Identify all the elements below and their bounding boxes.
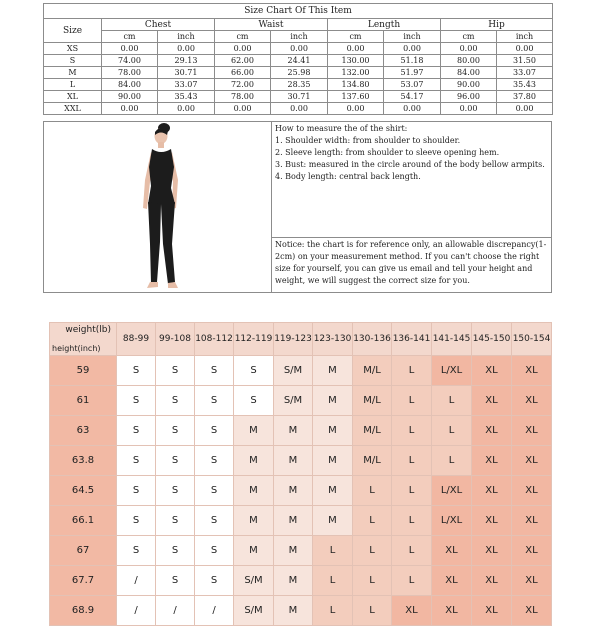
recommended-size-cell: S/M bbox=[274, 356, 313, 386]
size-value-cell: 96.00 bbox=[441, 91, 497, 103]
recommended-size-cell: M/L bbox=[353, 356, 392, 386]
height-row bbox=[50, 416, 552, 446]
recommended-size-cell: S bbox=[195, 446, 234, 476]
recommended-size-cell: L bbox=[313, 536, 353, 566]
size-value-cell: 0.00 bbox=[441, 103, 497, 115]
size-value-cell: 0.00 bbox=[102, 43, 158, 55]
model-right-leg bbox=[161, 202, 175, 284]
recommended-size-cell: XL bbox=[512, 476, 552, 506]
size-chart-table bbox=[43, 3, 553, 115]
unit-header: inch bbox=[271, 31, 328, 43]
height-row bbox=[50, 536, 552, 566]
recommended-size-cell: L bbox=[432, 446, 472, 476]
recommended-size-cell: S bbox=[156, 416, 195, 446]
size-value-cell: 132.00 bbox=[328, 67, 384, 79]
size-column-header: Size bbox=[44, 19, 102, 43]
size-value-cell: 134.80 bbox=[328, 79, 384, 91]
weight-range-header: 130-136 bbox=[353, 323, 392, 356]
size-row bbox=[44, 91, 553, 103]
size-label: XS bbox=[44, 43, 102, 55]
size-value-cell: 72.00 bbox=[215, 79, 271, 91]
recommended-size-cell: L bbox=[392, 476, 432, 506]
recommended-size-cell: L bbox=[392, 386, 432, 416]
recommended-size-cell: XL bbox=[392, 596, 432, 626]
recommended-size-cell: XL bbox=[472, 566, 512, 596]
size-value-cell: 78.00 bbox=[102, 67, 158, 79]
unit-header: cm bbox=[441, 31, 497, 43]
unit-header: inch bbox=[158, 31, 215, 43]
weight-range-header: 123-130 bbox=[313, 323, 353, 356]
size-row bbox=[44, 79, 553, 91]
height-value-cell: 63.8 bbox=[50, 446, 117, 476]
recommended-size-cell: M bbox=[274, 596, 313, 626]
recommended-size-cell: M bbox=[313, 506, 353, 536]
height-axis-label: height(inch) bbox=[52, 344, 101, 353]
recommended-size-cell: M bbox=[234, 416, 274, 446]
size-value-cell: 33.07 bbox=[158, 79, 215, 91]
recommended-size-cell: S bbox=[195, 536, 234, 566]
recommended-size-cell: S bbox=[195, 386, 234, 416]
recommended-size-cell: XL bbox=[472, 476, 512, 506]
recommended-size-cell: L bbox=[353, 506, 392, 536]
recommended-size-cell: S bbox=[117, 536, 156, 566]
recommended-size-cell: XL bbox=[472, 356, 512, 386]
recommended-size-cell: M bbox=[313, 476, 353, 506]
size-value-cell: 90.00 bbox=[441, 79, 497, 91]
group-header-waist: Waist bbox=[215, 19, 328, 31]
model-right-foot bbox=[168, 282, 178, 288]
recommended-size-cell: M/L bbox=[353, 416, 392, 446]
size-value-cell: 31.50 bbox=[497, 55, 553, 67]
recommended-size-cell: XL bbox=[472, 596, 512, 626]
recommended-size-cell: S bbox=[117, 506, 156, 536]
size-value-cell: 0.00 bbox=[102, 103, 158, 115]
size-value-cell: 74.00 bbox=[102, 55, 158, 67]
recommended-size-cell: XL bbox=[472, 446, 512, 476]
recommended-size-cell: S bbox=[195, 506, 234, 536]
how-to-measure-box bbox=[272, 122, 551, 238]
recommended-size-cell: L bbox=[313, 596, 353, 626]
recommended-size-cell: S bbox=[195, 476, 234, 506]
weight-range-header: 108-112 bbox=[195, 323, 234, 356]
size-chart-title: Size Chart Of This Item bbox=[44, 4, 553, 19]
size-value-cell: 0.00 bbox=[384, 43, 441, 55]
weight-range-header: 88-99 bbox=[117, 323, 156, 356]
size-label: S bbox=[44, 55, 102, 67]
recommended-size-cell: L bbox=[353, 566, 392, 596]
size-value-cell: 54.17 bbox=[384, 91, 441, 103]
size-value-cell: 0.00 bbox=[384, 103, 441, 115]
size-value-cell: 90.00 bbox=[102, 91, 158, 103]
recommended-size-cell: L bbox=[392, 566, 432, 596]
recommended-size-cell: XL bbox=[472, 506, 512, 536]
recommended-size-cell: / bbox=[195, 596, 234, 626]
recommended-size-cell: M bbox=[274, 476, 313, 506]
unit-header: cm bbox=[102, 31, 158, 43]
model-left-leg bbox=[148, 202, 161, 283]
size-value-cell: 137.60 bbox=[328, 91, 384, 103]
recommended-size-cell: L/XL bbox=[432, 356, 472, 386]
size-value-cell: 80.00 bbox=[441, 55, 497, 67]
size-value-cell: 35.43 bbox=[158, 91, 215, 103]
recommended-size-cell: XL bbox=[512, 566, 552, 596]
recommended-size-cell: S/M bbox=[274, 386, 313, 416]
recommended-size-cell: M bbox=[274, 566, 313, 596]
height-row bbox=[50, 566, 552, 596]
recommended-size-cell: L bbox=[353, 536, 392, 566]
recommended-size-cell: M bbox=[313, 356, 353, 386]
size-row bbox=[44, 103, 553, 115]
size-value-cell: 35.43 bbox=[497, 79, 553, 91]
recommended-size-cell: S bbox=[195, 566, 234, 596]
recommended-size-cell: XL bbox=[512, 416, 552, 446]
recommended-size-cell: S bbox=[156, 476, 195, 506]
corner-header bbox=[50, 323, 117, 356]
height-row bbox=[50, 356, 552, 386]
recommended-size-cell: S bbox=[156, 566, 195, 596]
recommended-size-cell: L bbox=[432, 416, 472, 446]
recommended-size-cell: XL bbox=[432, 566, 472, 596]
recommended-size-cell: S/M bbox=[234, 566, 274, 596]
recommended-size-cell: L bbox=[392, 506, 432, 536]
height-value-cell: 59 bbox=[50, 356, 117, 386]
recommended-size-cell: M/L bbox=[353, 446, 392, 476]
size-value-cell: 0.00 bbox=[158, 103, 215, 115]
recommended-size-cell: M bbox=[274, 506, 313, 536]
recommended-size-cell: S bbox=[156, 536, 195, 566]
recommended-size-cell: XL bbox=[472, 536, 512, 566]
weight-axis-label: weight(lb) bbox=[65, 325, 111, 335]
recommended-size-cell: XL bbox=[512, 596, 552, 626]
recommended-size-cell: M bbox=[274, 416, 313, 446]
measure-step-2: 2. Sleeve length: from shoulder to sleeve opening hem. 3. Bust: measured in the circle around of the body bellow armpits. bbox=[275, 148, 550, 169]
size-value-cell: 30.71 bbox=[158, 67, 215, 79]
size-value-cell: 0.00 bbox=[497, 43, 553, 55]
recommended-size-cell: S bbox=[156, 506, 195, 536]
recommended-size-cell: M bbox=[234, 506, 274, 536]
unit-header: cm bbox=[328, 31, 384, 43]
notice-box bbox=[272, 239, 551, 292]
recommended-size-cell: S bbox=[117, 356, 156, 386]
recommended-size-cell: S/M bbox=[234, 596, 274, 626]
recommended-size-cell: XL bbox=[512, 536, 552, 566]
height-row bbox=[50, 476, 552, 506]
recommended-size-cell: M bbox=[313, 386, 353, 416]
recommended-size-cell: S bbox=[117, 476, 156, 506]
height-row bbox=[50, 596, 552, 626]
size-value-cell: 0.00 bbox=[441, 43, 497, 55]
recommended-size-cell: L bbox=[353, 596, 392, 626]
recommended-size-cell: S bbox=[234, 356, 274, 386]
size-value-cell: 28.35 bbox=[271, 79, 328, 91]
height-value-cell: 68.9 bbox=[50, 596, 117, 626]
recommended-size-cell: L bbox=[392, 356, 432, 386]
size-value-cell: 78.00 bbox=[215, 91, 271, 103]
size-row bbox=[44, 55, 553, 67]
weight-range-header: 112-119 bbox=[234, 323, 274, 356]
recommended-size-cell: L/XL bbox=[432, 506, 472, 536]
recommended-size-cell: L bbox=[392, 446, 432, 476]
recommended-size-cell: M bbox=[234, 476, 274, 506]
recommended-size-cell: L/XL bbox=[432, 476, 472, 506]
height-value-cell: 63 bbox=[50, 416, 117, 446]
size-label: M bbox=[44, 67, 102, 79]
recommended-size-cell: L bbox=[353, 476, 392, 506]
recommended-size-cell: S bbox=[117, 416, 156, 446]
recommended-size-cell: XL bbox=[472, 416, 512, 446]
height-value-cell: 61 bbox=[50, 386, 117, 416]
size-value-cell: 84.00 bbox=[102, 79, 158, 91]
height-value-cell: 67.7 bbox=[50, 566, 117, 596]
size-label: XL bbox=[44, 91, 102, 103]
weight-range-header: 145-150 bbox=[472, 323, 512, 356]
size-value-cell: 0.00 bbox=[215, 103, 271, 115]
measure-title: How to measure the of the shirt: bbox=[275, 124, 408, 133]
model-torso bbox=[148, 149, 175, 204]
group-header-hip: Hip bbox=[441, 19, 553, 31]
height-value-cell: 64.5 bbox=[50, 476, 117, 506]
recommended-size-cell: / bbox=[117, 566, 156, 596]
height-row bbox=[50, 386, 552, 416]
recommended-size-cell: XL bbox=[512, 356, 552, 386]
height-value-cell: 66.1 bbox=[50, 506, 117, 536]
recommended-size-cell: S bbox=[195, 416, 234, 446]
recommended-size-cell: XL bbox=[432, 596, 472, 626]
size-label: L bbox=[44, 79, 102, 91]
recommended-size-cell: S bbox=[117, 446, 156, 476]
weight-range-header: 119-123 bbox=[274, 323, 313, 356]
size-value-cell: 25.98 bbox=[271, 67, 328, 79]
weight-range-header: 150-154 bbox=[512, 323, 552, 356]
size-value-cell: 84.00 bbox=[441, 67, 497, 79]
recommended-size-cell: XL bbox=[472, 386, 512, 416]
size-value-cell: 37.80 bbox=[497, 91, 553, 103]
recommended-size-cell: S bbox=[195, 356, 234, 386]
size-value-cell: 0.00 bbox=[328, 103, 384, 115]
recommended-size-cell: XL bbox=[512, 506, 552, 536]
recommended-size-cell: XL bbox=[512, 386, 552, 416]
model-figure bbox=[44, 122, 271, 292]
recommended-size-cell: M bbox=[274, 446, 313, 476]
recommended-size-cell: S bbox=[117, 386, 156, 416]
recommended-size-cell: L bbox=[392, 416, 432, 446]
weight-range-header: 99-108 bbox=[156, 323, 195, 356]
recommended-size-cell: S bbox=[156, 356, 195, 386]
notice-text: Notice: the chart is for reference only, an allowable discrepancy(1-2cm) on your measurement method. If you can't choose the right size for yourself, you can give us email and tell your height and weight, we will suggest the correct size for you. bbox=[275, 240, 547, 285]
unit-header: cm bbox=[215, 31, 271, 43]
size-value-cell: 30.71 bbox=[271, 91, 328, 103]
weight-range-header: 136-141 bbox=[392, 323, 432, 356]
size-value-cell: 0.00 bbox=[271, 103, 328, 115]
recommended-size-cell: L bbox=[432, 386, 472, 416]
recommended-size-cell: M bbox=[313, 416, 353, 446]
size-value-cell: 24.41 bbox=[271, 55, 328, 67]
model-neck bbox=[158, 142, 164, 148]
size-value-cell: 62.00 bbox=[215, 55, 271, 67]
size-recommendation-table bbox=[49, 322, 552, 626]
measurement-section bbox=[43, 121, 552, 293]
recommended-size-cell: / bbox=[156, 596, 195, 626]
recommended-size-cell: M bbox=[274, 536, 313, 566]
recommended-size-cell: M/L bbox=[353, 386, 392, 416]
model-left-foot bbox=[147, 282, 158, 288]
height-row bbox=[50, 506, 552, 536]
size-value-cell: 53.07 bbox=[384, 79, 441, 91]
model-photo bbox=[44, 122, 272, 292]
size-row bbox=[44, 43, 553, 55]
size-value-cell: 0.00 bbox=[271, 43, 328, 55]
unit-header: inch bbox=[497, 31, 553, 43]
measure-step-1: 1. Shoulder width: from shoulder to shoulder. bbox=[275, 136, 461, 145]
size-value-cell: 0.00 bbox=[215, 43, 271, 55]
recommended-size-cell: / bbox=[117, 596, 156, 626]
size-value-cell: 51.18 bbox=[384, 55, 441, 67]
size-value-cell: 0.00 bbox=[328, 43, 384, 55]
recommended-size-cell: M bbox=[234, 536, 274, 566]
recommended-size-cell: S bbox=[156, 446, 195, 476]
recommended-size-cell: L bbox=[392, 536, 432, 566]
size-value-cell: 0.00 bbox=[497, 103, 553, 115]
size-row bbox=[44, 67, 553, 79]
size-value-cell: 66.00 bbox=[215, 67, 271, 79]
size-value-cell: 33.07 bbox=[497, 67, 553, 79]
size-value-cell: 130.00 bbox=[328, 55, 384, 67]
measure-step-4: 4. Body length: central back length. bbox=[275, 172, 421, 181]
group-header-length: Length bbox=[328, 19, 441, 31]
unit-header: inch bbox=[384, 31, 441, 43]
recommended-size-cell: L bbox=[313, 566, 353, 596]
recommended-size-cell: XL bbox=[512, 446, 552, 476]
recommended-size-cell: M bbox=[313, 446, 353, 476]
recommended-size-cell: S bbox=[156, 386, 195, 416]
recommended-size-cell: XL bbox=[432, 536, 472, 566]
height-value-cell: 67 bbox=[50, 536, 117, 566]
size-value-cell: 29.13 bbox=[158, 55, 215, 67]
recommended-size-cell: S bbox=[234, 386, 274, 416]
group-header-chest: Chest bbox=[102, 19, 215, 31]
weight-range-header: 141-145 bbox=[432, 323, 472, 356]
size-label: XXL bbox=[44, 103, 102, 115]
size-value-cell: 51.97 bbox=[384, 67, 441, 79]
size-value-cell: 0.00 bbox=[158, 43, 215, 55]
recommended-size-cell: M bbox=[234, 446, 274, 476]
height-row bbox=[50, 446, 552, 476]
